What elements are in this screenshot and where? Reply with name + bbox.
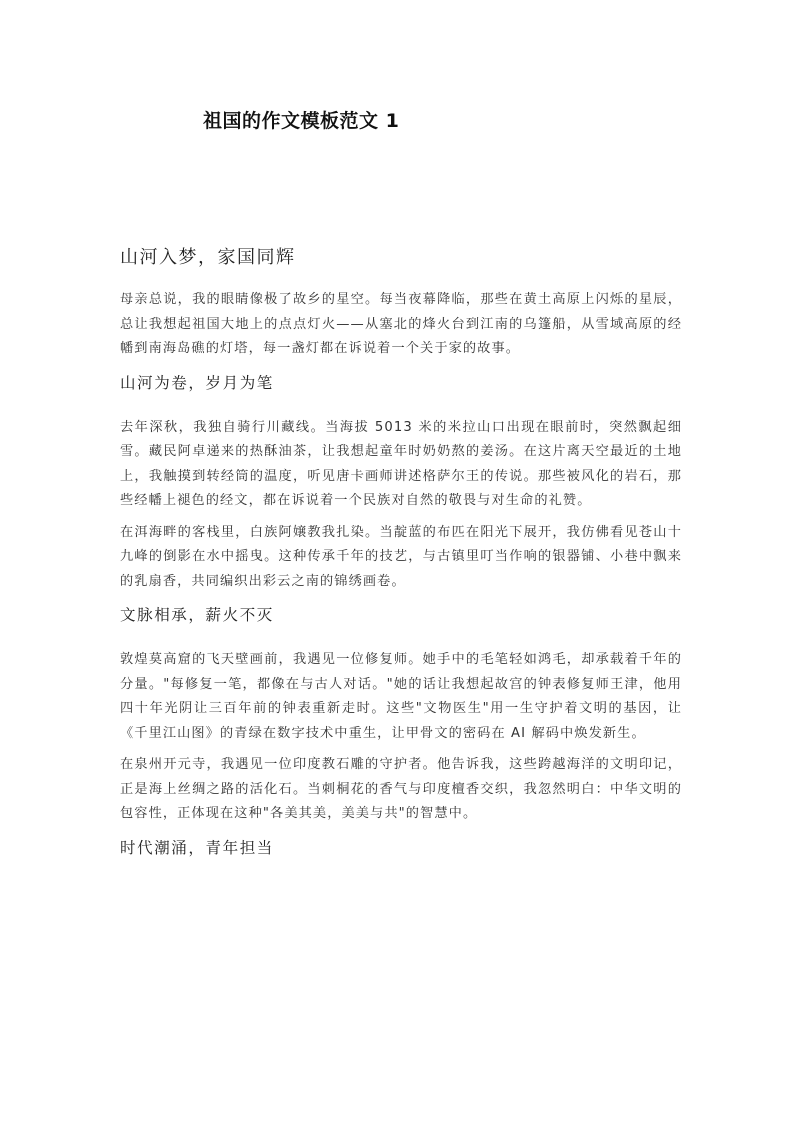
lead-heading: 山河入梦，家国同辉 <box>120 247 296 268</box>
paragraph: 去年深秋，我独自骑行川藏线。当海拔 5013 米的米拉山口出现在眼前时，突然飘起细雪。藏民阿卓递来的热酥油茶，让我想起童年时奶奶熬的姜汤。在这片离天空最近的土地上，我触摸到转经筒的温度，听见唐卡画师讲述格萨尔王的传说。那些被风化的岩石，那些经幡上褪色的经文，都在诉说着一个民族对自然的敬畏与对生命的礼赞。 <box>120 419 682 508</box>
document-title: 祖国的作文模板范文 1 <box>203 110 400 132</box>
section-heading-youth: 时代潮涌，青年担当 <box>120 838 274 857</box>
paragraph: 敦煌莫高窟的飞天壁画前，我遇见一位修复师。她手中的毛笔轻如鸿毛，却承载着千年的分量。"每修复一笔，都像在与古人对话。"她的话让我想起故宫的钟表修复师王津，他用四十年光阴让三百年前的钟表重新走时。这些"文物医生"用一生守护着文明的基因，让《千里江山图》的青绿在数字技术中重生，让甲骨文的密码在 AI 解码中焕发新生。 <box>120 652 682 741</box>
section-heading-landscape: 山河为卷，岁月为笔 <box>120 373 274 392</box>
paragraph: 在泉州开元寺，我遇见一位印度教石雕的守护者。他告诉我，这些跨越海洋的文明印记，正是海上丝绸之路的活化石。当刺桐花的香气与印度檀香交织，我忽然明白：中华文明的包容性，正体现在这种"各美其美，美美与共"的智慧中。 <box>120 757 682 821</box>
intro-paragraph: 母亲总说，我的眼睛像极了故乡的星空。每当夜幕降临，那些在黄土高原上闪烁的星辰，总让我想起祖国大地上的点点灯火——从塞北的烽火台到江南的乌篷船，从雪域高原的经幡到南海岛礁的灯塔，每一盏灯都在诉说着一个关于家的故事。 <box>120 292 682 356</box>
document-body <box>120 288 682 881</box>
section-heading-culture: 文脉相承，薪火不灭 <box>120 606 274 624</box>
paragraph: 在洱海畔的客栈里，白族阿嬢教我扎染。当靛蓝的布匹在阳光下展开，我仿佛看见苍山十九峰的倒影在水中摇曳。这种传承千年的技艺，与古镇里叮当作响的银器铺、小巷中飘来的乳扇香，共同编织出彩云之南的锦绣画卷。 <box>120 524 682 589</box>
